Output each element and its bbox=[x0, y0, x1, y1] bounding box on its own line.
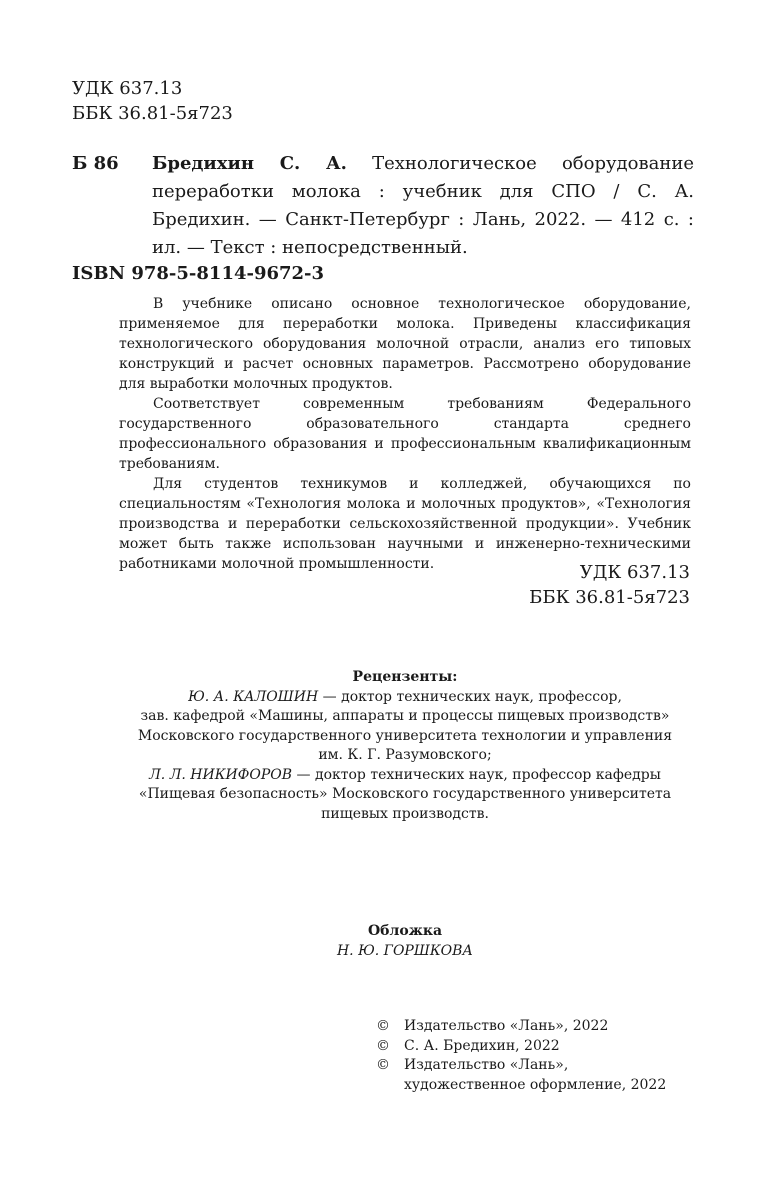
udk-code: УДК 637.13 bbox=[72, 78, 183, 99]
bibliographic-description bbox=[152, 150, 694, 262]
author-name: Бредихин С. А. bbox=[152, 153, 347, 174]
reviewer-name: Л. Л. НИКИФОРОВ bbox=[149, 766, 293, 783]
abstract-paragraph: Соответствует современным требованиям Федерального государственного образовательного стандарта среднего профессионального образования и профессиональным квалификационным требованиям. bbox=[119, 396, 691, 472]
copyright-text: художественное оформление, 2022 bbox=[404, 1076, 667, 1093]
reviewer-line bbox=[119, 688, 691, 708]
copyright-block bbox=[376, 1017, 666, 1095]
reviewer-line: им. К. Г. Разумовского; bbox=[318, 747, 492, 763]
copyright-line bbox=[376, 1056, 666, 1076]
reviewer-name: Ю. А. КАЛОШИН bbox=[188, 688, 319, 705]
reviewer-credentials: — доктор технических наук, профессор, bbox=[318, 688, 622, 705]
copyright-symbol: © bbox=[376, 1018, 390, 1034]
bbk-code: ББК 36.81-5я723 bbox=[529, 587, 690, 608]
abstract-paragraph: В учебнике описано основное технологическое оборудование, применяемое для переработки молока. Приведены классификация технологического оборудования молочной отрасли, анализ его типовых конструкций и расчет основных параметров. Рассмотрено оборудование для выработки молочных продуктов. bbox=[119, 296, 691, 392]
classification-block-top bbox=[72, 76, 233, 126]
reviewers-block bbox=[119, 668, 691, 824]
reviewer-credentials: — доктор технических наук, профессор кафедры bbox=[292, 766, 661, 783]
isbn: ISBN 978-5-8114-9672-3 bbox=[72, 263, 325, 284]
udk-code: УДК 637.13 bbox=[579, 562, 690, 583]
reviewer-line: «Пищевая безопасность» Московского государственного университета bbox=[138, 786, 672, 802]
copyright-text: Издательство «Лань», bbox=[404, 1057, 569, 1073]
reviewer-line: зав. кафедрой «Машины, аппараты и процессы пищевых производств» bbox=[140, 708, 670, 724]
bibliographic-record bbox=[72, 150, 694, 262]
cover-designer: Н. Ю. ГОРШКОВА bbox=[336, 942, 474, 959]
cover-title: Обложка bbox=[367, 923, 443, 939]
copyright-line bbox=[376, 1076, 666, 1096]
description-text: Технологическое оборудование переработки молока : учебник для СПО / С. А. Бредихин. — Санкт-Петербург : Лань, 2022. — 412 с. : ил. — Текст : непосредственный. bbox=[152, 153, 694, 258]
abstract bbox=[119, 294, 691, 574]
copyright-text: С. А. Бредихин, 2022 bbox=[404, 1037, 560, 1054]
copyright-symbol: © bbox=[376, 1057, 390, 1073]
reviewer-line bbox=[119, 766, 691, 786]
reviewers-title: Рецензенты: bbox=[352, 669, 458, 685]
copyright-text: Издательство «Лань», 2022 bbox=[404, 1018, 609, 1034]
copyright-symbol: © bbox=[376, 1037, 390, 1054]
classification-block-bottom bbox=[480, 560, 690, 610]
bbk-code: ББК 36.81-5я723 bbox=[72, 103, 233, 124]
cover-credit bbox=[119, 922, 691, 961]
abstract-paragraph: Для студентов техникумов и колледжей, обучающихся по специальностям «Технология молока и молочных продуктов», «Технология производства и переработки сельскохозяйственной продукции». Учебник может быть также использован научными и инженерно-техническими работниками молочной промышленности. bbox=[119, 476, 691, 572]
reviewer-line: Московского государственного университета технологии и управления bbox=[137, 727, 673, 744]
copyright-line bbox=[376, 1017, 666, 1037]
author-mark: Б 86 bbox=[72, 153, 119, 174]
reviewer-line: пищевых производств. bbox=[321, 805, 489, 822]
copyright-line bbox=[376, 1037, 666, 1057]
